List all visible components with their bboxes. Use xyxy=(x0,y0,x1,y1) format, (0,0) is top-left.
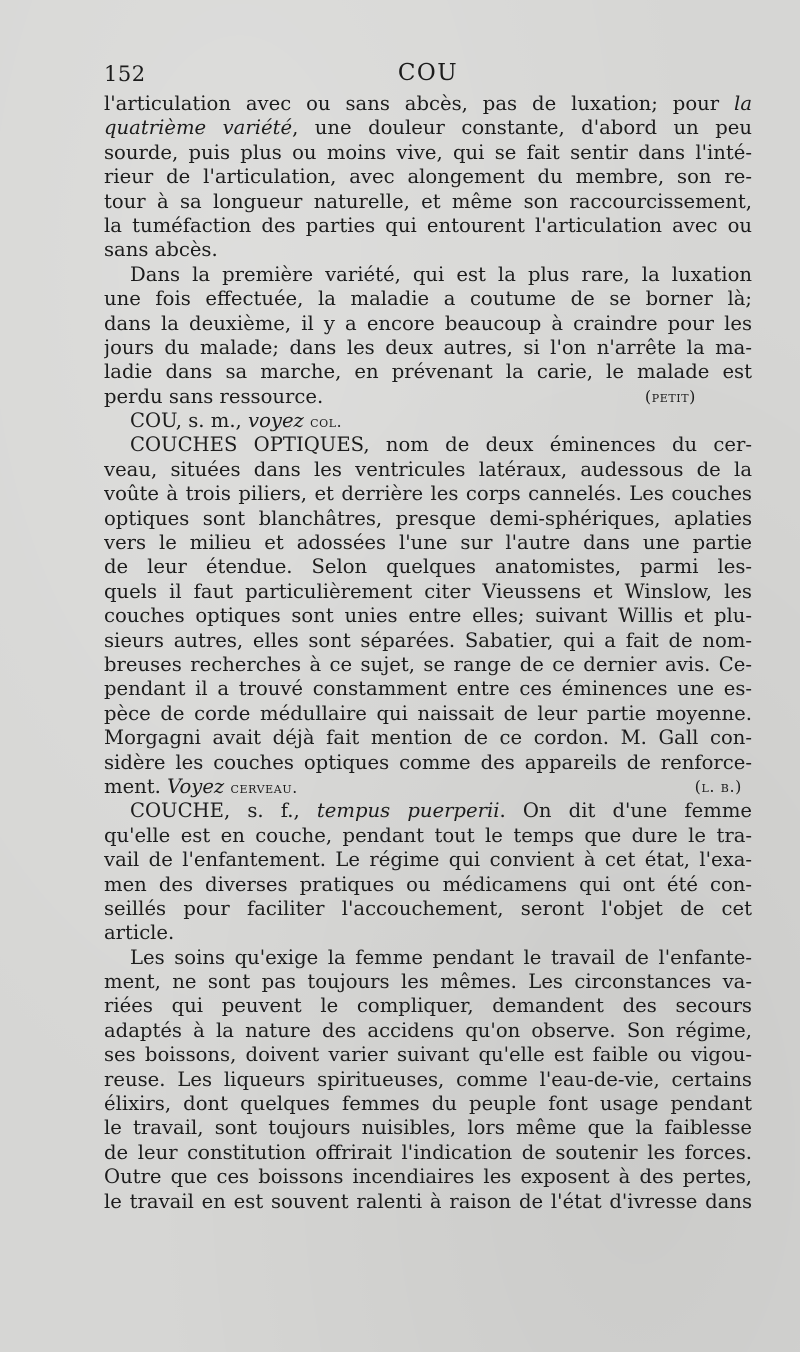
text-line: veau, situées dans les ventricules latéraux, audessous de la xyxy=(104,457,752,481)
text-line: COUCHE, s. f., tempus puerperii. On dit d'une femme xyxy=(130,799,752,823)
text-line: ladie dans sa marche, en prévenant la carie, le malade est xyxy=(104,360,752,384)
text-line: l'articulation avec ou sans abcès, pas de luxation; pour la xyxy=(104,92,752,115)
paragraph-varieties xyxy=(104,263,752,409)
text-line: voûte à trois piliers, et derrière les corps cannelés. Les couches xyxy=(104,482,752,506)
entry-headword: COU, s. m., xyxy=(130,409,249,433)
text-line: COUCHES OPTIQUES, nom de deux éminences du cer- xyxy=(130,433,752,457)
text-line: de leur constitution offrirait l'indication de soutenir les forces. xyxy=(104,1140,752,1164)
text-line: adaptés à la nature des accidens qu'on observe. Son régime, xyxy=(104,1018,752,1042)
text-line: le travail en est souvent ralenti à raison de l'état d'ivresse dans xyxy=(104,1189,752,1213)
author-signature: (petit) xyxy=(644,386,696,406)
paragraph-continuation xyxy=(104,92,752,263)
text-line: Morgagni avait déjà fait mention de ce cordon. M. Gall con- xyxy=(104,726,752,750)
text-line: riées qui peuvent le compliquer, demandent des secours xyxy=(104,994,752,1018)
running-head xyxy=(104,60,752,92)
text-line: COU, s. m., voyez col. xyxy=(130,409,343,433)
entry-cou xyxy=(104,409,752,433)
entry-headword: COUCHE, s. f., xyxy=(130,799,317,823)
entry-couches-optiques xyxy=(104,433,752,799)
text-line: article. xyxy=(104,921,175,945)
text-line: optiques sont blanchâtres, presque demi-sphériques, aplaties xyxy=(104,506,752,530)
text-line: de leur étendue. Selon quelques anatomistes, parmi les- xyxy=(104,555,752,579)
text-line: men des diverses pratiques ou médicamens qui ont été con- xyxy=(104,872,752,896)
text-line: reuse. Les liqueurs spiritueuses, comme l'eau-de-vie, certains xyxy=(104,1067,752,1091)
text-line: tour à sa longueur naturelle, et même son raccourcissement, xyxy=(104,189,752,213)
text-line: ses boissons, doivent varier suivant qu'elle est faible ou vigou- xyxy=(104,1043,752,1067)
text-line: une fois effectuée, la maladie a coutume de se borner là; xyxy=(104,287,752,311)
text-line: sidère les couches optiques comme des appareils de renforce- xyxy=(104,750,752,774)
text-line: rieur de l'articulation, avec alongement du membre, son re- xyxy=(104,165,752,189)
cross-reference: col. xyxy=(310,413,343,432)
paragraph-soins xyxy=(104,946,752,1214)
text-line: vers le milieu et adossées l'une sur l'autre dans une partie xyxy=(104,531,752,555)
text-line: breuses recherches à ce sujet, se range de ce dernier avis. Ce- xyxy=(104,652,752,676)
text-line: Les soins qu'exige la femme pendant le travail de l'enfante- xyxy=(130,945,752,969)
author-signature: (l. b.) xyxy=(694,776,742,796)
page-number: 152 xyxy=(104,62,146,86)
text-line: pèce de corde médullaire qui naissait de leur partie moyenne. xyxy=(104,701,752,725)
text-line: jours du malade; dans les deux autres, si l'on n'arrête la ma- xyxy=(104,335,752,359)
body-text xyxy=(104,92,752,1214)
text-line: élixirs, dont quelques femmes du peuple font usage pendant xyxy=(104,1092,752,1116)
entry-couche xyxy=(104,799,752,945)
running-title: COU xyxy=(397,60,459,86)
text-line: ment. Voyez cerveau. (l. b.) xyxy=(104,774,742,798)
text-line: perdu sans ressource. (petit) xyxy=(104,384,696,408)
text-line: sans abcès. xyxy=(104,238,218,262)
text-line: sieurs autres, elles sont séparées. Sabatier, qui a fait de nom- xyxy=(104,628,752,652)
text-line: quatrième variété, une douleur constante, d'abord un peu xyxy=(104,116,752,140)
text-line: sourde, puis plus ou moins vive, qui se fait sentir dans l'inté- xyxy=(104,140,752,164)
text-line: la tuméfaction des parties qui entourent l'articulation avec ou xyxy=(104,213,752,237)
entry-headword: COUCHES OPTIQUES xyxy=(130,433,364,457)
text-line: dans la deuxième, il y a encore beaucoup à craindre pour les xyxy=(104,311,752,335)
text-line: vail de l'enfantement. Le régime qui convient à cet état, l'exa- xyxy=(104,848,752,872)
text-line: pendant il a trouvé constamment entre ces éminences une es- xyxy=(104,677,752,701)
text-line: quels il faut particulièrement citer Vieussens et Winslow, les xyxy=(104,579,752,603)
text-line: seillés pour faciliter l'accouchement, seront l'objet de cet xyxy=(104,896,752,920)
cross-reference: cerveau. xyxy=(230,778,298,797)
text-line: qu'elle est en couche, pendant tout le temps que dure le tra- xyxy=(104,823,752,847)
text-line: couches optiques sont unies entre elles; suivant Willis et plu- xyxy=(104,604,752,628)
text-line: Dans la première variété, qui est la plus rare, la luxation xyxy=(130,262,752,286)
text-line: le travail, sont toujours nuisibles, lors même que la faiblesse xyxy=(104,1116,752,1140)
text-line: Outre que ces boissons incendiaires les exposent à des pertes, xyxy=(104,1165,752,1189)
text-line: ment, ne sont pas toujours les mêmes. Les circonstances va- xyxy=(104,970,752,994)
